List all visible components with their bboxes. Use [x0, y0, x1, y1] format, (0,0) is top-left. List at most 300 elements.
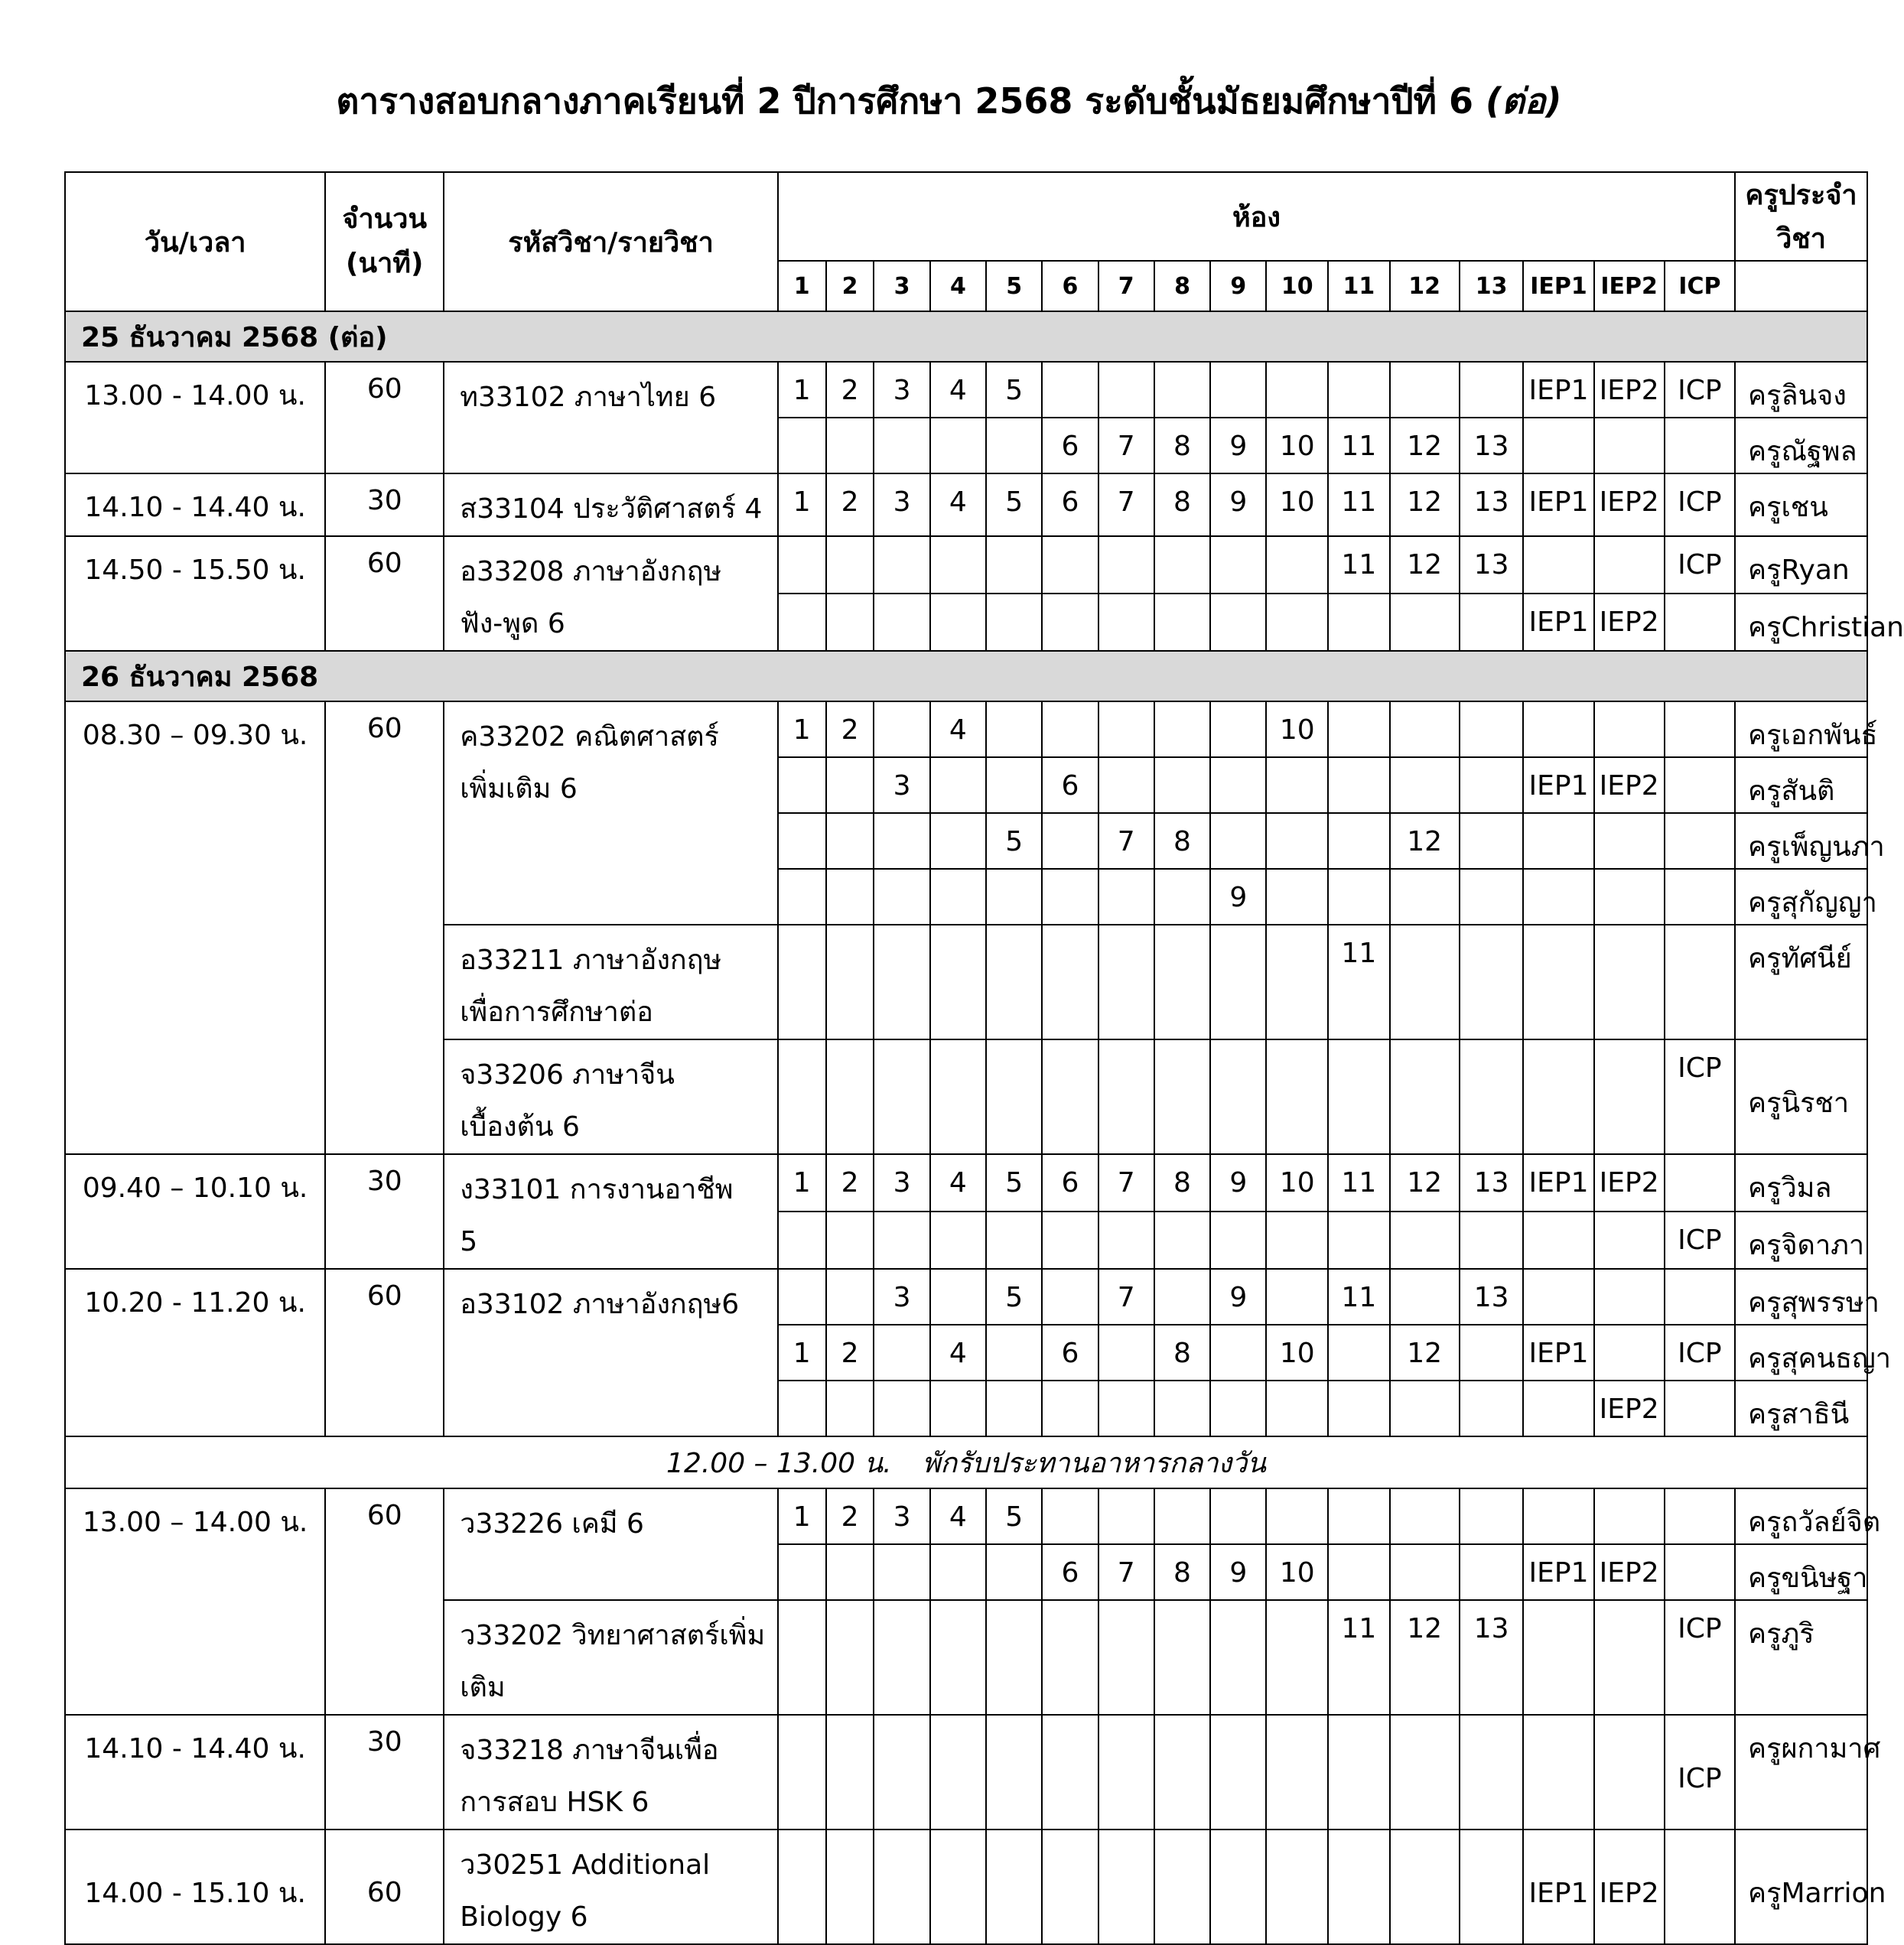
room-cell: 3	[874, 473, 929, 536]
room-cell: 8	[1154, 813, 1210, 869]
room-cell	[1154, 1039, 1210, 1154]
room-cell	[1042, 1488, 1098, 1544]
room-cell	[1665, 1544, 1735, 1600]
table-row	[65, 1830, 1867, 1944]
room-header-13: 13	[1460, 261, 1524, 311]
room-cell	[874, 813, 929, 869]
room-cell	[1154, 925, 1210, 1039]
room-cell	[1328, 757, 1390, 813]
lunch-time: 12.00 – 13.00 น.	[666, 1447, 892, 1479]
room-cell: 12	[1390, 473, 1460, 536]
room-cell	[1154, 1830, 1210, 1944]
subject-line: เพิ่มเติม 6	[460, 773, 578, 805]
teacher-name: ครูนิรชา	[1735, 1039, 1867, 1154]
room-cell	[1594, 925, 1665, 1039]
teacher-name: ครูเพ็ญนภา	[1735, 813, 1867, 869]
teacher-name: ครูณัฐพล	[1735, 418, 1867, 473]
room-cell: 4	[930, 1154, 986, 1212]
header-minutes	[325, 172, 444, 311]
room-cell	[1460, 1715, 1524, 1830]
room-cell: 5	[986, 362, 1042, 418]
room-cell: 6	[1042, 1154, 1098, 1212]
room-cell: 9	[1210, 1269, 1266, 1325]
room-header-3: 3	[874, 261, 929, 311]
room-cell	[1460, 362, 1524, 418]
room-cell: 11	[1328, 1600, 1390, 1715]
room-cell: 3	[874, 362, 929, 418]
room-cell	[1098, 1600, 1154, 1715]
room-cell	[1098, 701, 1154, 757]
room-cell: 10	[1266, 1325, 1328, 1381]
room-cell: ICP	[1665, 1212, 1735, 1269]
room-cell	[1154, 536, 1210, 594]
room-cell: 12	[1390, 418, 1460, 473]
room-cell: ICP	[1665, 1325, 1735, 1381]
room-cell: 2	[826, 1325, 874, 1381]
day-label: 25 ธันวาคม 2568 (ต่อ)	[65, 311, 1867, 362]
room-cell	[826, 1269, 874, 1325]
room-cell	[1210, 925, 1266, 1039]
subject-name	[444, 1600, 778, 1715]
subject-line: Biology 6	[460, 1901, 588, 1933]
room-cell	[1594, 1325, 1665, 1381]
room-cell	[1594, 813, 1665, 869]
room-cell	[986, 1544, 1042, 1600]
room-cell: IEP2	[1594, 1154, 1665, 1212]
room-cell: 9	[1210, 418, 1266, 473]
subject-line: เบื้องต้น 6	[460, 1111, 580, 1143]
room-cell	[1594, 869, 1665, 925]
room-cell: 2	[826, 1488, 874, 1544]
room-cell: 13	[1460, 1269, 1524, 1325]
room-cell	[826, 1544, 874, 1600]
room-cell	[1594, 1488, 1665, 1544]
room-cell	[874, 925, 929, 1039]
room-cell	[1328, 869, 1390, 925]
room-cell	[1328, 594, 1390, 651]
room-cell: 6	[1042, 757, 1098, 813]
exam-time: 08.30 – 09.30 น.	[65, 701, 325, 1154]
room-cell	[930, 1212, 986, 1269]
teacher-name: ครูสันติ	[1735, 757, 1867, 813]
room-cell: 10	[1266, 1154, 1328, 1212]
room-cell	[778, 1039, 826, 1154]
room-cell: 6	[1042, 418, 1098, 473]
room-cell: 11	[1328, 536, 1390, 594]
room-cell: IEP2	[1594, 757, 1665, 813]
room-cell	[1266, 1600, 1328, 1715]
room-cell: IEP1	[1523, 473, 1593, 536]
room-cell	[1210, 594, 1266, 651]
room-cell	[1042, 1715, 1098, 1830]
day-header-row	[65, 651, 1867, 701]
room-cell	[930, 925, 986, 1039]
exam-time: 14.00 - 15.10 น.	[65, 1830, 325, 1944]
room-cell	[1266, 1830, 1328, 1944]
room-cell	[1665, 701, 1735, 757]
room-cell	[826, 869, 874, 925]
room-cell	[1042, 1600, 1098, 1715]
room-header-2: 2	[826, 261, 874, 311]
room-cell	[1523, 1269, 1593, 1325]
exam-time: 10.20 - 11.20 น.	[65, 1269, 325, 1436]
room-cell	[1042, 1269, 1098, 1325]
room-header-11: 11	[1328, 261, 1390, 311]
title-suffix: (ต่อ)	[1485, 80, 1562, 122]
room-cell: IEP2	[1594, 594, 1665, 651]
room-cell	[1328, 1544, 1390, 1600]
room-cell	[1098, 536, 1154, 594]
room-cell	[826, 925, 874, 1039]
room-cell: ICP	[1665, 536, 1735, 594]
room-cell: 4	[930, 701, 986, 757]
room-cell	[874, 594, 929, 651]
room-cell	[1154, 1600, 1210, 1715]
title-main: ตารางสอบกลางภาคเรียนที่ 2 ปีการศึกษา 2568 ระดับชั้นมัธยมศึกษาปีที่ 6	[336, 80, 1473, 122]
room-cell	[778, 1381, 826, 1436]
room-cell	[1523, 1488, 1593, 1544]
room-cell	[874, 701, 929, 757]
room-cell	[1390, 701, 1460, 757]
room-cell	[1154, 1212, 1210, 1269]
exam-time: 14.10 - 14.40 น.	[65, 473, 325, 536]
room-cell	[826, 1715, 874, 1830]
room-cell	[1266, 813, 1328, 869]
table-row	[65, 1269, 1867, 1325]
room-header-7: 7	[1098, 261, 1154, 311]
room-cell	[1328, 1381, 1390, 1436]
room-cell: IEP1	[1523, 1154, 1593, 1212]
room-cell	[1665, 925, 1735, 1039]
teacher-name: ครูจิดาภา	[1735, 1212, 1867, 1269]
room-cell: 5	[986, 1488, 1042, 1544]
room-cell	[930, 757, 986, 813]
room-cell	[1328, 1715, 1390, 1830]
lunch-break	[65, 1436, 1867, 1488]
room-cell	[1460, 701, 1524, 757]
room-cell	[778, 869, 826, 925]
room-cell	[826, 1381, 874, 1436]
room-cell	[1665, 1488, 1735, 1544]
exam-minutes: 60	[325, 362, 444, 473]
room-cell	[1154, 1381, 1210, 1436]
room-cell	[1210, 757, 1266, 813]
room-cell	[1594, 536, 1665, 594]
room-cell	[1460, 1830, 1524, 1944]
table-row	[65, 1154, 1867, 1212]
room-header-iep2: IEP2	[1594, 261, 1665, 311]
room-cell	[986, 418, 1042, 473]
room-cell	[826, 536, 874, 594]
room-header-12: 12	[1390, 261, 1460, 311]
room-cell	[930, 1381, 986, 1436]
room-cell	[1042, 869, 1098, 925]
subject-line: จ33206 ภาษาจีน	[460, 1059, 675, 1091]
room-cell	[986, 1212, 1042, 1269]
exam-schedule-table	[64, 171, 1904, 1945]
subject-line: ว33226 เคมี 6	[460, 1508, 644, 1540]
room-cell	[1154, 1488, 1210, 1544]
header-teacher-blank	[1735, 261, 1867, 311]
subject-line: ว30251 Additional	[460, 1849, 711, 1881]
room-cell	[826, 1830, 874, 1944]
teacher-name: ครูวิมล	[1735, 1154, 1867, 1212]
room-cell	[1594, 418, 1665, 473]
room-cell: 1	[778, 1154, 826, 1212]
room-cell	[930, 536, 986, 594]
room-cell	[1266, 594, 1328, 651]
room-cell	[1594, 1715, 1665, 1830]
room-cell: 13	[1460, 473, 1524, 536]
room-cell: 13	[1460, 1600, 1524, 1715]
room-cell	[826, 813, 874, 869]
room-cell	[1042, 594, 1098, 651]
room-cell: 4	[930, 473, 986, 536]
room-cell	[778, 925, 826, 1039]
day-label: 26 ธันวาคม 2568	[65, 651, 1867, 701]
room-cell: IEP1	[1523, 1325, 1593, 1381]
room-cell	[1328, 1039, 1390, 1154]
room-cell: 9	[1210, 1544, 1266, 1600]
room-cell	[1210, 813, 1266, 869]
room-cell	[778, 1544, 826, 1600]
room-cell	[1523, 813, 1593, 869]
teacher-name: ครูภูริ	[1735, 1600, 1867, 1715]
room-cell	[1210, 1715, 1266, 1830]
teacher-name: ครูผกามาศ	[1735, 1715, 1867, 1830]
room-cell	[986, 1600, 1042, 1715]
room-cell: 7	[1098, 1544, 1154, 1600]
room-cell: IEP2	[1594, 362, 1665, 418]
room-cell	[1594, 1212, 1665, 1269]
schedule-body	[65, 311, 1904, 1944]
room-cell: ICP	[1665, 1600, 1735, 1715]
room-cell	[1460, 813, 1524, 869]
room-cell	[1390, 1269, 1460, 1325]
room-cell: 10	[1266, 1544, 1328, 1600]
teacher-name: ครูเอกพันธ์	[1735, 701, 1867, 757]
room-cell	[1154, 869, 1210, 925]
room-cell	[1328, 813, 1390, 869]
room-cell	[986, 869, 1042, 925]
room-cell: 1	[778, 1488, 826, 1544]
room-cell: 1	[778, 473, 826, 536]
room-cell	[1098, 1830, 1154, 1944]
room-cell	[874, 1325, 929, 1381]
room-cell	[778, 536, 826, 594]
header-teacher: ครูประจำวิชา	[1735, 172, 1867, 261]
room-cell	[778, 1600, 826, 1715]
exam-time: 14.50 - 15.50 น.	[65, 536, 325, 651]
room-cell	[1154, 362, 1210, 418]
room-cell	[1210, 701, 1266, 757]
room-cell: 11	[1328, 1269, 1390, 1325]
room-cell	[1042, 1381, 1098, 1436]
lunch-text: พักรับประทานอาหารกลางวัน	[922, 1447, 1266, 1479]
room-cell: 7	[1098, 813, 1154, 869]
room-cell: 5	[986, 1269, 1042, 1325]
room-cell	[930, 1715, 986, 1830]
room-cell: 8	[1154, 1544, 1210, 1600]
room-cell: 7	[1098, 473, 1154, 536]
room-cell	[1460, 1212, 1524, 1269]
exam-minutes: 30	[325, 473, 444, 536]
room-cell: 7	[1098, 1154, 1154, 1212]
room-cell	[1665, 813, 1735, 869]
subject-line: อ33102 ภาษาอังกฤษ6	[460, 1289, 740, 1320]
room-cell	[930, 418, 986, 473]
room-cell	[1594, 1039, 1665, 1154]
teacher-name: ครูทัศนีย์	[1735, 925, 1867, 1039]
subject-line: ง33101 การงานอาชีพ	[460, 1174, 734, 1205]
room-cell	[1266, 362, 1328, 418]
room-cell	[1042, 362, 1098, 418]
room-cell: IEP1	[1523, 757, 1593, 813]
room-cell	[1328, 701, 1390, 757]
room-cell	[1042, 536, 1098, 594]
room-cell: 9	[1210, 473, 1266, 536]
room-cell: 10	[1266, 473, 1328, 536]
teacher-name: ครูลินจง	[1735, 362, 1867, 418]
room-cell	[1390, 362, 1460, 418]
room-cell	[778, 813, 826, 869]
room-cell	[1098, 1325, 1154, 1381]
room-cell	[1523, 925, 1593, 1039]
room-cell	[986, 594, 1042, 651]
room-cell: 9	[1210, 1154, 1266, 1212]
room-cell: 5	[986, 473, 1042, 536]
room-cell: 7	[1098, 418, 1154, 473]
room-cell	[1460, 1381, 1524, 1436]
room-cell	[1154, 701, 1210, 757]
room-cell	[1210, 1600, 1266, 1715]
room-cell	[874, 869, 929, 925]
room-cell: 4	[930, 1325, 986, 1381]
room-cell	[1328, 1830, 1390, 1944]
room-cell	[1042, 1212, 1098, 1269]
subject-line: เพื่อการศึกษาต่อ	[460, 997, 653, 1028]
room-cell	[1665, 1154, 1735, 1212]
room-cell	[874, 418, 929, 473]
room-cell: IEP1	[1523, 362, 1593, 418]
room-cell	[874, 1715, 929, 1830]
subject-line: ว33202 วิทยาศาสตร์เพิ่มเติม	[460, 1620, 766, 1703]
teacher-name: ครูสุพรรษา	[1735, 1269, 1867, 1325]
room-cell: 7	[1098, 1269, 1154, 1325]
room-cell	[930, 1544, 986, 1600]
room-cell	[930, 1039, 986, 1154]
room-cell: 4	[930, 362, 986, 418]
room-cell: 1	[778, 362, 826, 418]
room-cell: ICP	[1665, 1715, 1735, 1830]
room-cell: 10	[1266, 418, 1328, 473]
room-cell: IEP1	[1523, 1544, 1593, 1600]
room-cell	[1266, 869, 1328, 925]
room-cell: 2	[826, 362, 874, 418]
room-cell: ICP	[1665, 362, 1735, 418]
room-cell	[874, 1600, 929, 1715]
subject-line: ค33202 คณิตศาสตร์	[460, 721, 719, 753]
header-subject: รหัสวิชา/รายวิชา	[444, 172, 778, 311]
room-cell	[1266, 925, 1328, 1039]
room-cell: 6	[1042, 1325, 1098, 1381]
room-cell	[1523, 1039, 1593, 1154]
room-cell: IEP2	[1594, 1544, 1665, 1600]
room-cell: 13	[1460, 418, 1524, 473]
subject-line: ท33102 ภาษาไทย 6	[460, 382, 717, 413]
exam-minutes: 60	[325, 1488, 444, 1715]
room-cell	[1390, 1488, 1460, 1544]
room-cell: 5	[986, 813, 1042, 869]
lunch-break-row	[65, 1436, 1867, 1488]
room-cell	[1098, 1381, 1154, 1436]
room-cell	[930, 813, 986, 869]
room-cell: IEP2	[1594, 1830, 1665, 1944]
room-cell	[1665, 869, 1735, 925]
subject-name	[444, 1715, 778, 1830]
room-cell	[1523, 869, 1593, 925]
room-cell: 8	[1154, 1325, 1210, 1381]
exam-time: 13.00 – 14.00 น.	[65, 1488, 325, 1715]
room-cell: IEP2	[1594, 1381, 1665, 1436]
room-cell	[1665, 418, 1735, 473]
subject-name	[444, 1488, 778, 1600]
subject-name	[444, 536, 778, 651]
room-cell	[1042, 701, 1098, 757]
room-cell	[778, 757, 826, 813]
room-cell: 13	[1460, 536, 1524, 594]
day-header-row	[65, 311, 1867, 362]
subject-name	[444, 925, 778, 1039]
room-cell	[826, 1212, 874, 1269]
subject-line: อ33211 ภาษาอังกฤษ	[460, 945, 722, 976]
page-title	[0, 73, 1898, 129]
exam-minutes: 60	[325, 1269, 444, 1436]
room-cell	[1665, 1830, 1735, 1944]
subject-line: การสอบ HSK 6	[460, 1787, 649, 1818]
room-cell	[1594, 1269, 1665, 1325]
room-cell	[1390, 1039, 1460, 1154]
room-cell	[1098, 1039, 1154, 1154]
room-cell	[1098, 594, 1154, 651]
room-cell	[930, 594, 986, 651]
room-cell: 2	[826, 473, 874, 536]
room-cell	[826, 1039, 874, 1154]
room-cell	[1665, 594, 1735, 651]
room-cell	[1098, 869, 1154, 925]
room-cell	[1390, 594, 1460, 651]
room-header-iep1: IEP1	[1523, 261, 1593, 311]
room-cell	[874, 1212, 929, 1269]
teacher-name: ครูสุคนธญา	[1735, 1325, 1867, 1381]
room-cell: 3	[874, 757, 929, 813]
room-cell	[1098, 757, 1154, 813]
room-header-8: 8	[1154, 261, 1210, 311]
room-cell: 11	[1328, 1154, 1390, 1212]
room-cell	[778, 1830, 826, 1944]
teacher-name: ครูRyan	[1735, 536, 1867, 594]
room-cell	[1523, 1381, 1593, 1436]
room-cell	[1154, 1269, 1210, 1325]
room-cell: 11	[1328, 925, 1390, 1039]
exam-minutes: 60	[325, 536, 444, 651]
room-cell: ICP	[1665, 1039, 1735, 1154]
room-cell	[1460, 869, 1524, 925]
room-cell: 12	[1390, 536, 1460, 594]
room-cell	[778, 594, 826, 651]
room-cell	[1210, 1039, 1266, 1154]
room-header-9: 9	[1210, 261, 1266, 311]
